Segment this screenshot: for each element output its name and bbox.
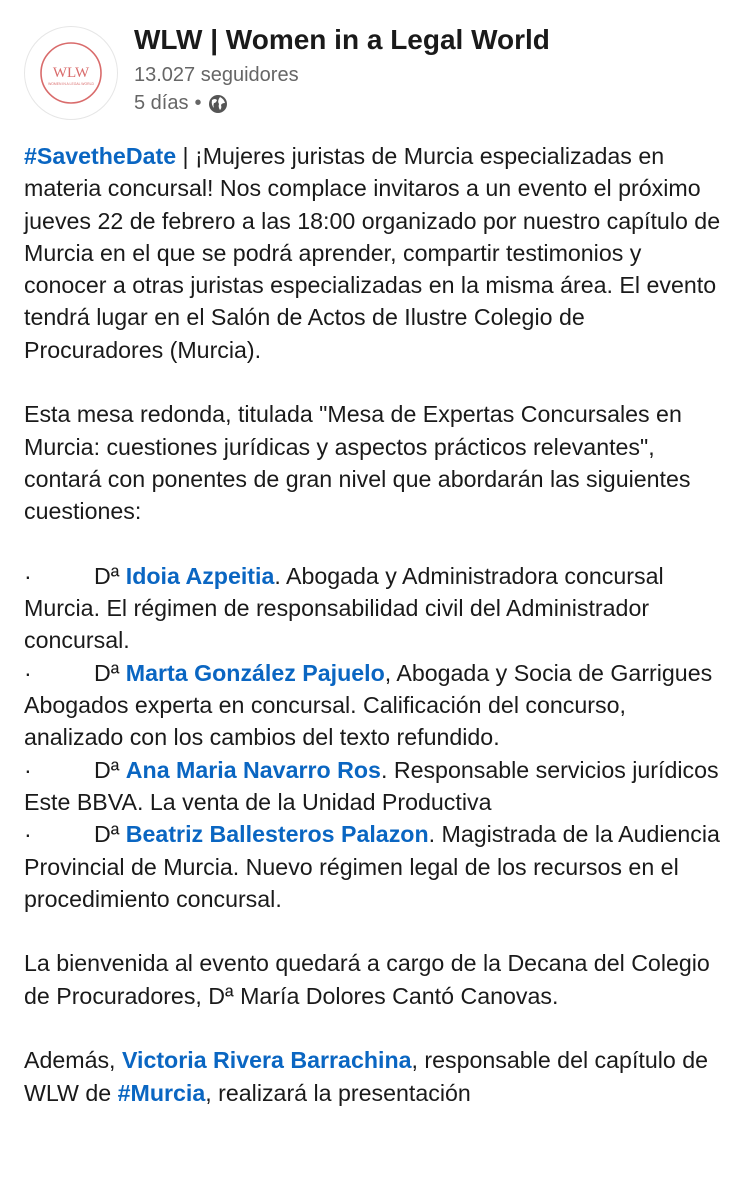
paragraph-intro [24,140,730,366]
paragraph-roundtable: Esta mesa redonda, titulada "Mesa de Expertas Concursales en Murcia: cuestiones jurídicas y aspectos prácticos relevantes", contará con ponentes de gran nivel que abordarán las siguientes cuestiones: [24,401,691,525]
speaker-prefix: Dª [94,659,126,686]
logo-tagline: WOMEN IN A LEGAL WORLD [48,82,94,86]
company-logo[interactable] [24,26,118,120]
speaker-link[interactable]: Marta González Pajuelo [125,659,385,686]
speaker-link[interactable]: Idoia Azpeitia [125,562,275,589]
logo-mark: WLW [52,65,90,81]
speaker-link[interactable]: Ana Maria Navarro Ros [125,756,381,783]
speaker-prefix: Dª [94,756,126,783]
speaker-text: . Magistrada de la Audiencia Provincial de Murcia. Nuevo régimen legal de los recursos en el procedimiento concursal. [24,821,720,912]
speaker-text: . Responsable servicios jurídicos Este BBVA. La venta de la Unidad Productiva [24,756,719,815]
intro-text: | ¡Mujeres juristas de Murcia especializadas en materia concursal! Nos complace invitaros a un evento el próximo jueves 22 de febrero a las 18:00 organizado por nuestro capítulo de Murcia en el que se podrá aprender, compartir testimonios y conocer a otras juristas especializadas en la misma área. El evento tendrá lugar en el Salón de Actos de Ilustre Colegio de Procuradores (Murcia). [24,143,721,363]
speaker-item [24,754,730,819]
paragraph-welcome: La bienvenida al evento quedará a cargo de la Decana del Colegio de Procuradores, Dª María Dolores Cantó Canovas. [24,950,710,1009]
speaker-prefix: Dª [94,562,126,589]
post-time: 5 días [134,92,189,114]
hashtag-savethedate[interactable]: #SavetheDate [24,143,177,169]
bullet: · [24,562,32,589]
post-header [0,0,750,130]
speaker-link[interactable]: Beatriz Ballesteros Palazon [125,821,429,848]
bullet: · [24,821,32,848]
person-link[interactable]: Victoria Rivera Barrachina [121,1047,412,1074]
speaker-item [24,560,730,657]
speaker-prefix: Dª [94,821,126,848]
wlw-logo-icon [29,31,113,115]
speaker-item [24,657,730,754]
speaker-text: , Abogada y Socia de Garrigues Abogados experta en concursal. Calificación del concurso, analizado con los cambios del texto refundido. [24,659,713,751]
meta-separator: • [194,92,202,114]
follower-count: 13.027 seguidores [134,64,299,86]
paragraph-presentation [24,1044,730,1109]
bullet: · [24,756,32,783]
presentation-mid: , responsable del capítulo de WLW de [24,1047,709,1106]
presentation-end: , realizará la presentación [205,1079,471,1106]
author-name[interactable]: WLW | Women in a Legal World [134,24,550,55]
speaker-item [24,818,730,915]
post-body [24,140,730,1109]
post-meta [134,92,228,115]
globe-icon [208,94,228,114]
hashtag-murcia[interactable]: #Murcia [117,1079,206,1106]
speaker-text: . Abogada y Administradora concursal Murcia. El régimen de responsabilidad civil del Administrador concursal. [24,562,664,654]
presentation-start: Además, [24,1047,122,1074]
bullet: · [24,659,32,686]
